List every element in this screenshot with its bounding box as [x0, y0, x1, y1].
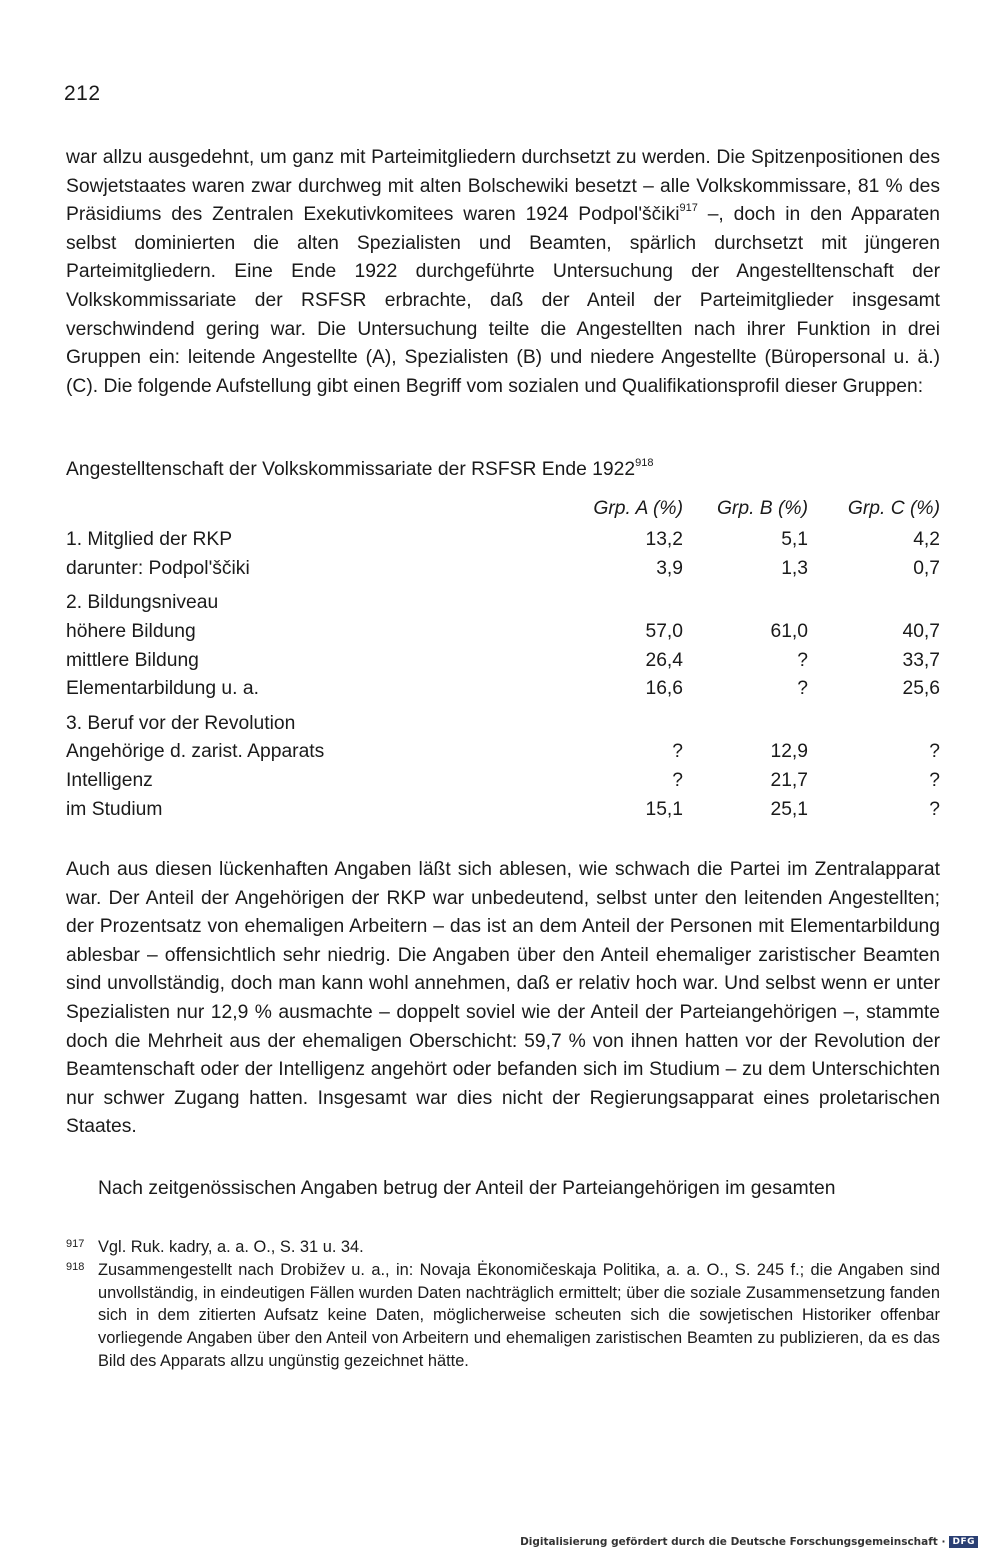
- table-row: [66, 618, 940, 647]
- footnotes: [66, 1236, 940, 1373]
- cell-group-a: ?: [672, 741, 683, 763]
- cell-group-b: 61,0: [770, 621, 808, 643]
- statistics-table: [66, 492, 940, 824]
- footer-text: Digitalisierung gefördert durch die Deutsche Forschungsgemeinschaft ·: [520, 1536, 946, 1548]
- table-row: [66, 704, 940, 739]
- cell-group-b: 25,1: [770, 798, 808, 820]
- cell-group-b: ?: [797, 678, 808, 700]
- cell-group-b: 12,9: [770, 741, 808, 763]
- footnote-ref-918[interactable]: 918: [635, 456, 654, 469]
- cell-group-c: ?: [929, 770, 940, 792]
- footnote-mark: 918: [66, 1260, 85, 1273]
- cell-group-a: [566, 704, 683, 739]
- cell-group-b: [683, 704, 808, 739]
- row-label: Angehörige d. zarist. Apparats: [66, 741, 325, 763]
- row-label: 3. Beruf vor der Revolution: [66, 712, 296, 734]
- body-paragraph-3: Nach zeitgenössischen Angaben betrug der Anteil der Parteiangehörigen im gesamten: [98, 1178, 836, 1199]
- body-paragraph-1: [66, 144, 940, 401]
- table-header-row: [66, 492, 940, 526]
- cell-group-a: 16,6: [645, 678, 683, 700]
- table-row: [66, 795, 940, 824]
- row-label: 1. Mitglied der RKP: [66, 529, 233, 551]
- row-label: darunter: Podpol'ščiki: [66, 557, 250, 579]
- table-row: [66, 526, 940, 555]
- cell-group-a: ?: [672, 770, 683, 792]
- footnote-917: [66, 1236, 940, 1259]
- body-paragraph-2: Auch aus diesen lückenhaften Angaben läßt sich ablesen, wie schwach die Partei im Zentralapparat war. Der Anteil der Angehörigen der RKP war unbedeutend, selbst unter den leitenden Angestellten; der Prozentsatz von ehemaligen Arbeitern – das ist an dem Anteil der Personen mit Elementarbildung ablesbar – offensichtlich sehr niedrig. Die Angaben über den Anteil ehemaliger zaristischer Beamten sind unvollständig, doch man kann wohl annehmen, daß er relativ hoch war. Und selbst wenn er unter Spezialisten nur 12,9 % ausmachte – doppelt soviel wie der Anteil der Parteiangehörigen –, stammte doch die Mehrheit aus der ehemaligen Oberschicht: 59,7 % von ihnen hatten vor der Revolution der Beamtenschaft oder der Intelligenz angehört oder befanden sich im Studium – zu dem Unterschichten nur schwer Zugang hatten. Insgesamt war dies nicht der Regierungsapparat eines proletarischen Staates.: [66, 859, 940, 1138]
- cell-group-c: ?: [929, 798, 940, 820]
- row-label: im Studium: [66, 798, 163, 820]
- footnote-918: [66, 1259, 940, 1373]
- table-row: [66, 583, 940, 618]
- cell-group-a: 26,4: [645, 649, 683, 671]
- cell-group-c: ?: [929, 741, 940, 763]
- cell-group-c: 33,7: [902, 649, 940, 671]
- cell-group-c: 25,6: [902, 678, 940, 700]
- header-group-c: Grp. C (%): [847, 498, 940, 519]
- row-label: Elementarbildung u. a.: [66, 678, 259, 700]
- table-caption: [66, 456, 653, 484]
- paragraph-text: war allzu ausgedehnt, um ganz mit Parteimitgliedern durchsetzt zu werden. Die Spitzenpositionen des Sowjetstaates waren zwar durchweg mit alten Bolschewiki besetzt – alle Volkskommissare, 81 % des Präsidiums des Zentralen Exekutivkomitees waren 1924 Podpol'ščiki: [66, 147, 940, 226]
- cell-group-a: 3,9: [656, 557, 683, 579]
- footnote-text: Vgl. Ruk. kadry, a. a. O., S. 31 u. 34.: [98, 1238, 364, 1256]
- header-group-a: Grp. A (%): [593, 498, 683, 519]
- row-label: mittlere Bildung: [66, 649, 199, 671]
- cell-group-b: ?: [797, 649, 808, 671]
- table-row: [66, 738, 940, 767]
- header-empty: [66, 492, 566, 526]
- cell-group-c: 40,7: [902, 621, 940, 643]
- table-row: [66, 646, 940, 675]
- cell-group-b: [683, 583, 808, 618]
- footnote-text: Zusammengestellt nach Drobižev u. a., in: Novaja Ėkonomičeskaja Politika, a. a. O., S. 245 f.; die Angaben sind unvollständig, in eindeutigen Fällen wurden Daten nachträglich ermittelt; über die soziale Zusammensetzung fanden sich in dem zitierten Aufsatz keine Daten, möglicherweise scheuten sich die sowjetischen Historiker offenbar vorliegende Angaben über den Anteil von Arbeitern und ehemaligen zaristischen Beamten zu publizieren, da es das Bild des Apparats allzu ungünstig gezeichnet hätte.: [98, 1260, 940, 1370]
- table-caption-text: Angestelltenschaft der Volkskommissariate der RSFSR Ende 1922: [66, 459, 636, 480]
- cell-group-c: 4,2: [913, 529, 940, 551]
- cell-group-c: 0,7: [913, 557, 940, 579]
- cell-group-a: 15,1: [645, 798, 683, 820]
- footnote-ref-917[interactable]: 917: [679, 201, 698, 214]
- cell-group-c: [808, 704, 940, 739]
- paragraph-text-continued: –, doch in den Apparaten selbst dominierten die alten Spezialisten und Beamten, spärlich durchsetzt mit jüngeren Parteimitgliedern. Eine Ende 1922 durchgeführte Untersuchung der Angestelltenschaft der Volkskommissariate der RSFSR erbrachte, daß der Anteil der Parteimitglieder insgesamt verschwindend gering war. Die Untersuchung teilte die Angestellten nach ihrer Funktion in drei Gruppen ein: leitende Angestellte (A), Spezialisten (B) und niedere Angestellte (Büropersonal u. ä.) (C). Die folgende Aufstellung gibt einen Begriff vom sozialen und Qualifikationsprofil dieser Gruppen:: [66, 204, 940, 397]
- page-number: 212: [64, 82, 101, 105]
- cell-group-a: 13,2: [645, 529, 683, 551]
- digitization-footer: [520, 1536, 978, 1548]
- row-label: Intelligenz: [66, 770, 153, 792]
- header-group-b: Grp. B (%): [716, 498, 808, 519]
- table-row: [66, 675, 940, 704]
- table-row: [66, 555, 940, 584]
- row-label: 2. Bildungsniveau: [66, 592, 219, 614]
- cell-group-a: [566, 583, 683, 618]
- cell-group-b: 5,1: [781, 529, 808, 551]
- footnote-mark: 917: [66, 1238, 85, 1250]
- cell-group-a: 57,0: [645, 621, 683, 643]
- cell-group-c: [808, 583, 940, 618]
- cell-group-b: 1,3: [781, 557, 808, 579]
- dfg-logo-icon: DFG: [949, 1536, 978, 1548]
- cell-group-b: 21,7: [770, 770, 808, 792]
- row-label: höhere Bildung: [66, 621, 196, 643]
- table-row: [66, 767, 940, 796]
